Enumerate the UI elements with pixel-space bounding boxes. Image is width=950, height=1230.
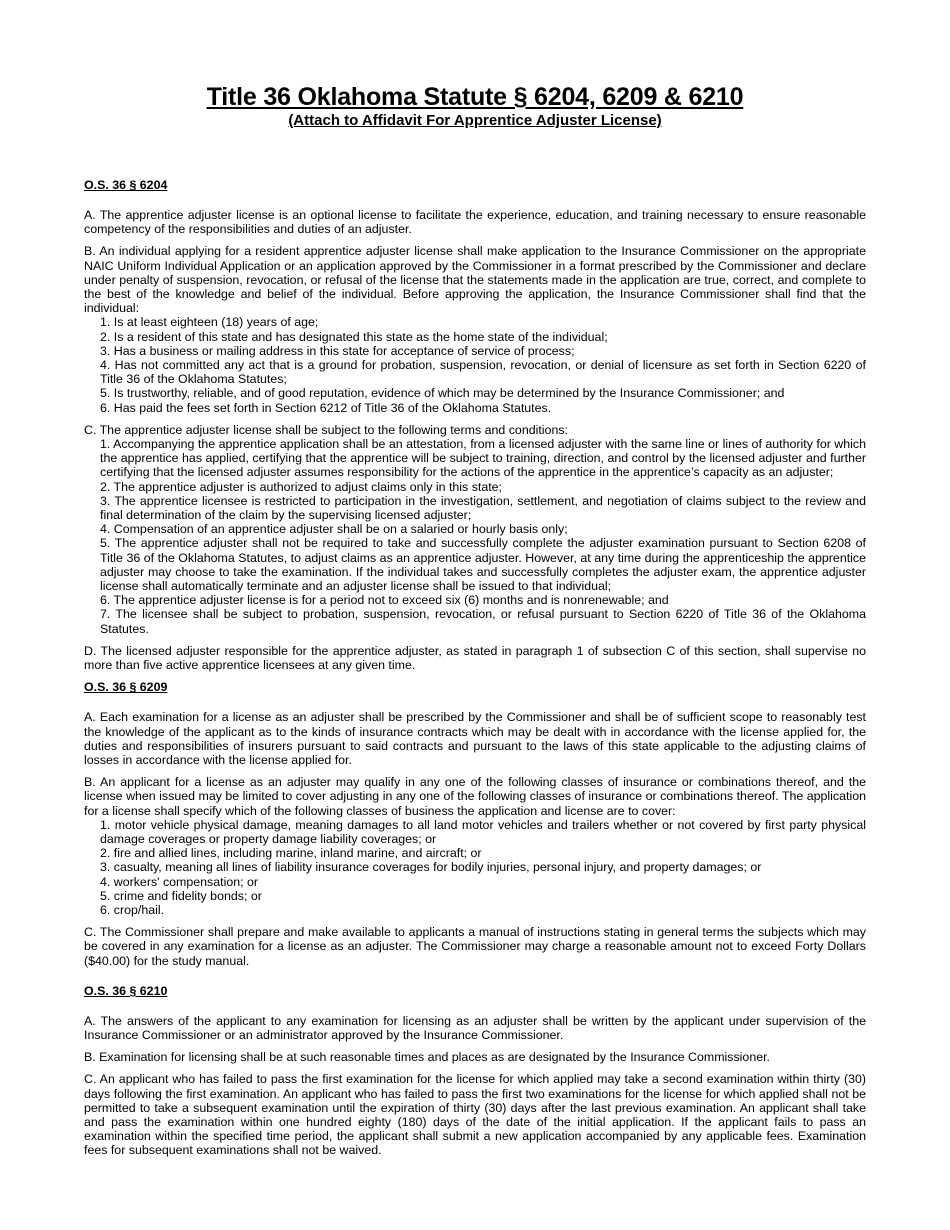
s6204-paragraph-d: D. The licensed adjuster responsible for the apprentice adjuster, as stated in paragraph 1 of subsection C of this section, shall supervise no more than five active apprentice licensees at any given time. <box>84 643 866 673</box>
list-item: 4. Has not committed any act that is a ground for probation, suspension, revocation, or denial of licensure as set forth in Section 6220 of Title 36 of the Oklahoma Statutes; <box>100 358 866 387</box>
section-heading-6209: O.S. 36 § 6209 <box>84 680 168 695</box>
section-6204 <box>84 178 866 672</box>
list-item: 2. fire and allied lines, including marine, inland marine, and aircraft; or <box>100 846 482 861</box>
s6210-paragraph-c: C. An applicant who has failed to pass the first examination for the license for which applied may take a second examination within thirty (30) days following the first examination. An applicant who has failed to pass the first two examinations for the license for which applied shall not be permitted to take a subsequent examination until the expiration of thirty (30) days after the last previous examination. An applicant shall take and pass the examination within one hundred eighty (180) days of the date of the initial application. If the applicant fails to pass an examination within the specified time period, the applicant shall submit a new application accompanied by any applicable fees. Examination fees for subsequent examinations shall not be waived. <box>84 1072 866 1158</box>
s6204-b-list <box>84 315 866 414</box>
s6209-b-list <box>84 818 866 917</box>
s6209-paragraph-a: A. Each examination for a license as an adjuster shall be prescribed by the Commissioner and shall be of sufficient scope to reasonably test the knowledge of the applicant as to the kinds of insurance contracts which may be dealt with in accordance with the license applied for, the duties and responsibilities of insurers pursuant to said contracts and pursuant to the laws of this state applicable to the adjusting claims of losses in accordance with the license applied for. <box>84 710 866 767</box>
s6209-paragraph-c: C. The Commissioner shall prepare and make available to applicants a manual of instructions stating in general terms the subjects which may be covered in any examination for a license as an adjuster. The Commissioner may charge a reasonable amount not to exceed Forty Dollars ($40.00) for the study manual. <box>84 925 866 968</box>
section-6210 <box>84 984 866 1158</box>
list-item: 4. workers' compensation; or <box>100 874 259 889</box>
list-item: 2. The apprentice adjuster is authorized to adjust claims only in this state; <box>100 479 502 494</box>
list-item: 5. crime and fidelity bonds; or <box>100 888 262 903</box>
section-heading-6204: O.S. 36 § 6204 <box>84 178 168 192</box>
page-subtitle: (Attach to Affidavit For Apprentice Adjuster License) <box>288 112 662 129</box>
list-item: 5. Is trustworthy, reliable, and of good reputation, evidence of which may be determined by the Insurance Commissioner; and <box>100 386 785 401</box>
list-item: 7. The licensee shall be subject to probation, suspension, revocation, or refusal pursuant to Section 6220 of Title 36 of the Oklahoma Statutes. <box>100 607 866 636</box>
list-item: 2. Is a resident of this state and has designated this state as the home state of the individual; <box>100 329 608 344</box>
list-item: 3. Has a business or mailing address in this state for acceptance of service of process; <box>100 343 575 358</box>
section-heading-6210: O.S. 36 § 6210 <box>84 983 168 998</box>
s6204-paragraph-c: C. The apprentice adjuster license shall be subject to the following terms and conditions: <box>84 422 568 437</box>
s6209-paragraph-b: B. An applicant for a license as an adjuster may qualify in any one of the following classes of insurance or combinations thereof, and the license when issued may be limited to cover adjusting in any one of the following classes of insurance or combinations thereof. The application for a license shall specify which of the following classes of business the application and license are to cover: <box>84 775 866 818</box>
list-item: 3. casualty, meaning all lines of liability insurance coverages for bodily injuries, personal injury, and property damages; or <box>100 860 762 875</box>
list-item: 5. The apprentice adjuster shall not be required to take and successfully complete the adjuster examination pursuant to Section 6208 of Title 36 of the Oklahoma Statutes, to adjust claims as an apprentice adjuster. However, at any time during the apprenticeship the apprentice adjuster may choose to take the examination. If the individual takes and successfully completes the adjuster exam, the apprentice adjuster license shall automatically terminate and an adjuster license shall be issued to that individual; <box>100 536 866 594</box>
s6204-paragraph-b: B. An individual applying for a resident apprentice adjuster license shall make application to the Insurance Commissioner on the appropriate NAIC Uniform Individual Application or an application approved by the Commissioner in a format prescribed by the Commissioner and declare under penalty of suspension, revocation, or refusal of the license that the statements made in the application are true, correct, and complete to the best of the knowledge and belief of the individual. Before approving the application, the Insurance Commissioner shall find that the individual: <box>84 244 866 316</box>
document-page <box>84 82 866 1158</box>
list-item: 4. Compensation of an apprentice adjuster shall be on a salaried or hourly basis only; <box>100 522 568 537</box>
s6204-c-list <box>84 437 866 636</box>
list-item: 6. crop/hail. <box>100 902 165 917</box>
list-item: 6. Has paid the fees set forth in Section 6212 of Title 36 of the Oklahoma Statutes. <box>100 400 552 415</box>
s6204-paragraph-a: A. The apprentice adjuster license is an optional license to facilitate the experience, education, and training necessary to ensure reasonable competency of the responsibilities and duties of an adjuster. <box>84 208 866 237</box>
list-item: 6. The apprentice adjuster license is for a period not to exceed six (6) months and is nonrenewable; and <box>100 593 669 608</box>
list-item: 1. motor vehicle physical damage, meaning damages to all land motor vehicles and trailers whether or not covered by first party physical damage coverages or property damage liability coverages; or <box>100 817 866 846</box>
list-item: 1. Accompanying the apprentice application shall be an attestation, from a licensed adjuster with the same line or lines of authority for which the apprentice has applied, certifying that the apprentice will be subject to training, direction, and control by the licensed adjuster and further certifying that the licensed adjuster assumes responsibility for the actions of the apprentice in the apprentice’s capacity as an adjuster; <box>100 437 866 480</box>
s6210-paragraph-a: A. The answers of the applicant to any examination for licensing as an adjuster shall be written by the applicant under supervision of the Insurance Commissioner or an administrator approved by the Insurance Commissioner. <box>84 1013 866 1042</box>
list-item: 1. Is at least eighteen (18) years of age; <box>100 315 319 330</box>
list-item: 3. The apprentice licensee is restricted to participation in the investigation, settlement, and negotiation of claims subject to the review and final determination of the claim by the supervising licensed adjuster; <box>100 493 866 523</box>
s6210-paragraph-b: B. Examination for licensing shall be at such reasonable times and places as are designated by the Insurance Commissioner. <box>84 1050 770 1065</box>
section-6209 <box>84 680 866 967</box>
page-title: Title 36 Oklahoma Statute § 6204, 6209 & 6210 <box>206 83 744 111</box>
